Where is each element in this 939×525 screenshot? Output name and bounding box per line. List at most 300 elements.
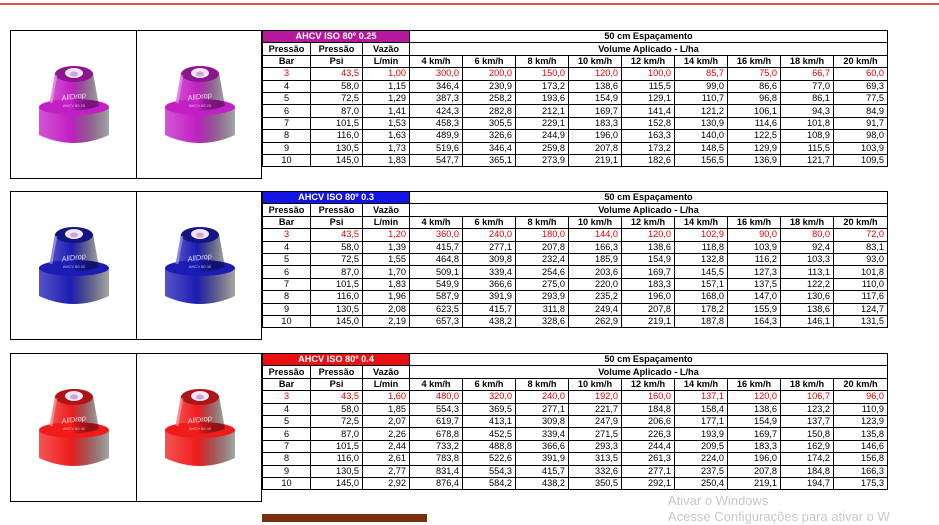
table-cell: 6 xyxy=(263,105,311,117)
spacing-header: 50 cm Espaçamento xyxy=(410,354,888,366)
speed-header: 4 km/h xyxy=(410,378,463,390)
table-cell: 271,5 xyxy=(569,428,622,440)
table-cell: 3 xyxy=(263,391,311,403)
table-cell: 415,7 xyxy=(410,241,463,253)
table-cell: 116,0 xyxy=(311,130,363,142)
table-cell: 273,9 xyxy=(516,154,569,166)
table-cell: 136,9 xyxy=(728,154,781,166)
table-cell: 130,5 xyxy=(311,142,363,154)
table-cell: 123,9 xyxy=(834,415,888,427)
nozzle-block xyxy=(10,191,926,341)
table-cell: 305,5 xyxy=(463,117,516,129)
table-cell: 391,9 xyxy=(463,291,516,303)
table-cell: 187,8 xyxy=(675,315,728,327)
table-cell: 87,0 xyxy=(311,428,363,440)
table-cell: 415,7 xyxy=(463,303,516,315)
bar-unit: Bar xyxy=(263,216,311,228)
table-cell: 876,4 xyxy=(410,477,463,489)
table-cell: 100,0 xyxy=(622,68,675,80)
table-cell: 1,60 xyxy=(363,391,410,403)
table-cell: 98,0 xyxy=(834,130,888,142)
nozzle-brand-engraving: AllDrop xyxy=(60,251,87,264)
table-cell: 75,0 xyxy=(728,68,781,80)
flow-rate-table xyxy=(262,353,888,490)
table-cell: 480,0 xyxy=(410,391,463,403)
speed-header: 20 km/h xyxy=(834,216,888,228)
table-cell: 4 xyxy=(263,403,311,415)
table-row xyxy=(263,391,888,403)
table-cell: 346,4 xyxy=(463,142,516,154)
table-cell: 9 xyxy=(263,465,311,477)
table-cell: 309,8 xyxy=(516,415,569,427)
table-cell: 7 xyxy=(263,117,311,129)
table-cell: 219,1 xyxy=(622,315,675,327)
table-cell: 177,1 xyxy=(675,415,728,427)
nozzle-block xyxy=(10,353,926,503)
table-row xyxy=(263,154,888,166)
table-cell: 87,0 xyxy=(311,266,363,278)
table-cell: 424,3 xyxy=(410,105,463,117)
table-cell: 138,6 xyxy=(728,403,781,415)
table-cell: 311,8 xyxy=(516,303,569,315)
table-cell: 9 xyxy=(263,303,311,315)
table-cell: 259,8 xyxy=(516,142,569,154)
table-cell: 8 xyxy=(263,291,311,303)
nozzle-brand-engraving: AllDrop xyxy=(186,413,213,426)
table-cell: 313,5 xyxy=(569,453,622,465)
table-cell: 178,2 xyxy=(675,303,728,315)
table-cell: 180,0 xyxy=(516,229,569,241)
table-cell: 519,6 xyxy=(410,142,463,154)
nozzle-image-box xyxy=(136,353,262,502)
table-cell: 83,1 xyxy=(834,241,888,253)
table-cell: 90,0 xyxy=(728,229,781,241)
table-cell: 193,9 xyxy=(675,428,728,440)
table-cell: 118,8 xyxy=(675,241,728,253)
table-row xyxy=(263,229,888,241)
table-cell: 160,0 xyxy=(622,391,675,403)
table-cell: 229,1 xyxy=(516,117,569,129)
speed-header: 8 km/h xyxy=(516,216,569,228)
table-cell: 657,3 xyxy=(410,315,463,327)
table-cell: 1,96 xyxy=(363,291,410,303)
table-cell: 114,6 xyxy=(728,117,781,129)
table-cell: 200,0 xyxy=(463,68,516,80)
table-cell: 300,0 xyxy=(410,68,463,80)
table-row xyxy=(263,440,888,452)
speed-header: 4 km/h xyxy=(410,216,463,228)
table-cell: 783,8 xyxy=(410,453,463,465)
table-cell: 226,3 xyxy=(622,428,675,440)
table-cell: 554,3 xyxy=(410,403,463,415)
table-cell: 247,9 xyxy=(569,415,622,427)
table-cell: 72,0 xyxy=(834,229,888,241)
table-cell: 183,3 xyxy=(728,440,781,452)
speed-header: 10 km/h xyxy=(569,216,622,228)
table-cell: 110,9 xyxy=(834,403,888,415)
table-cell: 175,3 xyxy=(834,477,888,489)
table-cell: 110,0 xyxy=(834,278,888,290)
table-cell: 1,83 xyxy=(363,278,410,290)
nozzle-b-icon xyxy=(159,382,241,472)
nozzle-model-engraving: AHCV 80 30 xyxy=(62,264,86,269)
table-cell: 1,00 xyxy=(363,68,410,80)
table-cell: 58,0 xyxy=(311,403,363,415)
nozzle-b-icon xyxy=(159,220,241,310)
table-cell: 166,3 xyxy=(569,241,622,253)
table-cell: 145,0 xyxy=(311,315,363,327)
table-cell: 122,5 xyxy=(728,130,781,142)
table-cell: 2,26 xyxy=(363,428,410,440)
table-cell: 60,0 xyxy=(834,68,888,80)
lmin-unit: L/min xyxy=(363,55,410,67)
table-cell: 169,7 xyxy=(569,105,622,117)
table-row xyxy=(263,465,888,477)
table-cell: 99,0 xyxy=(675,80,728,92)
table-cell: 182,6 xyxy=(622,154,675,166)
table-cell: 9 xyxy=(263,142,311,154)
table-row xyxy=(263,415,888,427)
spacing-header: 50 cm Espaçamento xyxy=(410,31,888,43)
nozzle-model-engraving: AHCV 80 40 xyxy=(188,426,212,431)
table-cell: 72,5 xyxy=(311,415,363,427)
table-cell: 86,1 xyxy=(781,92,834,104)
table-cell: 2,07 xyxy=(363,415,410,427)
table-cell: 69,3 xyxy=(834,80,888,92)
lmin-unit: L/min xyxy=(363,378,410,390)
table-cell: 166,3 xyxy=(834,465,888,477)
speed-header: 6 km/h xyxy=(463,216,516,228)
table-cell: 115,5 xyxy=(781,142,834,154)
table-cell: 152,8 xyxy=(622,117,675,129)
speed-header: 14 km/h xyxy=(675,378,728,390)
nozzle-model-engraving: AHCV 80 30 xyxy=(188,264,212,269)
table-cell: 219,1 xyxy=(569,154,622,166)
nozzle-a-icon xyxy=(33,59,115,149)
table-cell: 185,9 xyxy=(569,253,622,265)
table-cell: 365,1 xyxy=(463,154,516,166)
table-cell: 10 xyxy=(263,154,311,166)
table-cell: 121,2 xyxy=(675,105,728,117)
table-cell: 130,5 xyxy=(311,465,363,477)
table-cell: 369,5 xyxy=(463,403,516,415)
table-cell: 326,6 xyxy=(463,130,516,142)
table-cell: 262,9 xyxy=(569,315,622,327)
table-cell: 219,1 xyxy=(728,477,781,489)
table-cell: 146,1 xyxy=(781,315,834,327)
table-cell: 1,29 xyxy=(363,92,410,104)
speed-header: 20 km/h xyxy=(834,55,888,67)
table-cell: 10 xyxy=(263,315,311,327)
table-cell: 209,5 xyxy=(675,440,728,452)
table-cell: 120,0 xyxy=(622,229,675,241)
table-cell: 509,1 xyxy=(410,266,463,278)
table-cell: 127,3 xyxy=(728,266,781,278)
table-cell: 244,4 xyxy=(622,440,675,452)
table-cell: 124,7 xyxy=(834,303,888,315)
table-cell: 1,53 xyxy=(363,117,410,129)
nozzle-b-icon xyxy=(159,59,241,149)
table-cell: 173,2 xyxy=(516,80,569,92)
speed-header: 16 km/h xyxy=(728,55,781,67)
speed-header: 18 km/h xyxy=(781,378,834,390)
table-cell: 116,0 xyxy=(311,453,363,465)
table-cell: 66,7 xyxy=(781,68,834,80)
pressure-bar-header: Pressão xyxy=(263,204,311,216)
volume-header: Volume Aplicado - L/ha xyxy=(410,43,888,55)
table-cell: 8 xyxy=(263,453,311,465)
table-cell: 106,1 xyxy=(728,105,781,117)
nozzle-model-engraving: AHCV 80 25 xyxy=(62,103,86,108)
table-cell: 155,9 xyxy=(728,303,781,315)
speed-header: 16 km/h xyxy=(728,378,781,390)
table-cell: 277,1 xyxy=(463,241,516,253)
table-cell: 43,5 xyxy=(311,68,363,80)
table-cell: 207,8 xyxy=(728,465,781,477)
nozzle-model-engraving: AHCV 80 25 xyxy=(188,103,212,108)
speed-header: 12 km/h xyxy=(622,378,675,390)
table-cell: 4 xyxy=(263,80,311,92)
table-cell: 206,6 xyxy=(622,415,675,427)
table-cell: 116,2 xyxy=(728,253,781,265)
table-cell: 261,3 xyxy=(622,453,675,465)
table-cell: 135,8 xyxy=(834,428,888,440)
table-row xyxy=(263,315,888,327)
table-cell: 87,0 xyxy=(311,105,363,117)
table-cell: 587,9 xyxy=(410,291,463,303)
table-cell: 196,0 xyxy=(569,130,622,142)
table-cell: 391,9 xyxy=(516,453,569,465)
table-cell: 2,92 xyxy=(363,477,410,489)
nozzle-brand-engraving: AllDrop xyxy=(186,251,213,264)
table-cell: 130,6 xyxy=(781,291,834,303)
speed-header: 10 km/h xyxy=(569,55,622,67)
table-cell: 230,9 xyxy=(463,80,516,92)
bar-unit: Bar xyxy=(263,378,311,390)
table-cell: 346,4 xyxy=(410,80,463,92)
table-cell: 6 xyxy=(263,428,311,440)
table-cell: 458,3 xyxy=(410,117,463,129)
table-cell: 138,6 xyxy=(622,241,675,253)
table-cell: 488,8 xyxy=(463,440,516,452)
table-cell: 183,3 xyxy=(569,117,622,129)
speed-header: 10 km/h xyxy=(569,378,622,390)
table-row xyxy=(263,241,888,253)
table-cell: 254,6 xyxy=(516,266,569,278)
table-cell: 5 xyxy=(263,415,311,427)
table-cell: 130,9 xyxy=(675,117,728,129)
nozzle-image-box xyxy=(10,30,137,179)
table-row xyxy=(263,291,888,303)
table-cell: 94,3 xyxy=(781,105,834,117)
table-cell: 328,6 xyxy=(516,315,569,327)
table-row xyxy=(263,92,888,104)
table-cell: 549,9 xyxy=(410,278,463,290)
table-cell: 244,9 xyxy=(516,130,569,142)
watermark-line-2: Acesse Configurações para ativar o W xyxy=(668,509,890,524)
table-cell: 91,7 xyxy=(834,117,888,129)
table-row xyxy=(263,68,888,80)
table-cell: 121,7 xyxy=(781,154,834,166)
table-cell: 158,4 xyxy=(675,403,728,415)
table-cell: 339,4 xyxy=(516,428,569,440)
table-cell: 413,1 xyxy=(463,415,516,427)
table-cell: 1,85 xyxy=(363,403,410,415)
nozzle-title: AHCV ISO 80º 0.4 xyxy=(263,354,410,366)
table-cell: 43,5 xyxy=(311,229,363,241)
table-cell: 3 xyxy=(263,229,311,241)
table-cell: 623,5 xyxy=(410,303,463,315)
spacing-header: 50 cm Espaçamento xyxy=(410,192,888,204)
table-cell: 192,0 xyxy=(569,391,622,403)
table-cell: 85,7 xyxy=(675,68,728,80)
table-cell: 207,8 xyxy=(622,303,675,315)
table-cell: 72,5 xyxy=(311,253,363,265)
table-cell: 154,9 xyxy=(728,415,781,427)
speed-header: 16 km/h xyxy=(728,216,781,228)
speed-header: 14 km/h xyxy=(675,216,728,228)
table-cell: 2,08 xyxy=(363,303,410,315)
table-cell: 137,1 xyxy=(675,391,728,403)
table-cell: 162,9 xyxy=(781,440,834,452)
table-cell: 110,7 xyxy=(675,92,728,104)
table-cell: 80,0 xyxy=(781,229,834,241)
table-cell: 84,9 xyxy=(834,105,888,117)
table-cell: 174,2 xyxy=(781,453,834,465)
table-cell: 224,0 xyxy=(675,453,728,465)
top-divider-line xyxy=(0,3,939,5)
table-cell: 138,6 xyxy=(569,80,622,92)
table-cell: 522,6 xyxy=(463,453,516,465)
table-cell: 320,0 xyxy=(463,391,516,403)
table-cell: 1,41 xyxy=(363,105,410,117)
table-cell: 147,0 xyxy=(728,291,781,303)
table-cell: 86,6 xyxy=(728,80,781,92)
table-cell: 366,6 xyxy=(463,278,516,290)
table-cell: 221,7 xyxy=(569,403,622,415)
flow-header: Vazão xyxy=(363,204,410,216)
table-cell: 130,5 xyxy=(311,303,363,315)
watermark-line-1: Ativar o Windows xyxy=(668,493,769,508)
table-cell: 150,0 xyxy=(516,68,569,80)
table-cell: 554,3 xyxy=(463,465,516,477)
table-cell: 387,3 xyxy=(410,92,463,104)
table-cell: 145,0 xyxy=(311,154,363,166)
table-cell: 237,5 xyxy=(675,465,728,477)
bar-unit: Bar xyxy=(263,55,311,67)
table-row xyxy=(263,453,888,465)
pressure-bar-header: Pressão xyxy=(263,43,311,55)
table-cell: 1,20 xyxy=(363,229,410,241)
table-cell: 156,8 xyxy=(834,453,888,465)
table-cell: 150,8 xyxy=(781,428,834,440)
table-cell: 220,0 xyxy=(569,278,622,290)
table-cell: 277,1 xyxy=(622,465,675,477)
table-cell: 137,5 xyxy=(728,278,781,290)
table-cell: 293,9 xyxy=(516,291,569,303)
table-cell: 831,4 xyxy=(410,465,463,477)
table-row xyxy=(263,117,888,129)
table-cell: 5 xyxy=(263,92,311,104)
nozzle-title: AHCV ISO 80º 0.25 xyxy=(263,31,410,43)
table-cell: 109,5 xyxy=(834,154,888,166)
table-cell: 93,0 xyxy=(834,253,888,265)
psi-unit: Psi xyxy=(311,216,363,228)
table-cell: 196,0 xyxy=(728,453,781,465)
speed-header: 6 km/h xyxy=(463,378,516,390)
table-cell: 101,5 xyxy=(311,440,363,452)
table-cell: 141,4 xyxy=(622,105,675,117)
table-cell: 146,6 xyxy=(834,440,888,452)
table-cell: 258,2 xyxy=(463,92,516,104)
table-cell: 2,19 xyxy=(363,315,410,327)
table-cell: 132,8 xyxy=(675,253,728,265)
table-cell: 117,6 xyxy=(834,291,888,303)
table-cell: 415,7 xyxy=(516,465,569,477)
speed-header: 8 km/h xyxy=(516,378,569,390)
speed-header: 18 km/h xyxy=(781,55,834,67)
pressure-bar-header: Pressão xyxy=(263,366,311,378)
pressure-psi-header: Pressão xyxy=(311,366,363,378)
table-cell: 183,3 xyxy=(622,278,675,290)
table-row xyxy=(263,253,888,265)
table-cell: 194,7 xyxy=(781,477,834,489)
table-cell: 145,0 xyxy=(311,477,363,489)
table-cell: 7 xyxy=(263,278,311,290)
table-cell: 207,8 xyxy=(516,241,569,253)
table-cell: 212,1 xyxy=(516,105,569,117)
nozzle-title: AHCV ISO 80º 0.3 xyxy=(263,192,410,204)
table-cell: 129,1 xyxy=(622,92,675,104)
table-row xyxy=(263,403,888,415)
table-cell: 116,0 xyxy=(311,291,363,303)
table-cell: 103,9 xyxy=(834,142,888,154)
table-cell: 148,5 xyxy=(675,142,728,154)
table-cell: 1,73 xyxy=(363,142,410,154)
flow-header: Vazão xyxy=(363,366,410,378)
speed-header: 4 km/h xyxy=(410,55,463,67)
table-cell: 350,5 xyxy=(569,477,622,489)
table-cell: 452,5 xyxy=(463,428,516,440)
nozzle-brand-engraving: AllDrop xyxy=(60,413,87,426)
table-cell: 1,63 xyxy=(363,130,410,142)
table-cell: 169,7 xyxy=(622,266,675,278)
table-cell: 101,5 xyxy=(311,117,363,129)
table-cell: 678,8 xyxy=(410,428,463,440)
windows-activation-watermark xyxy=(668,493,890,525)
table-cell: 203,6 xyxy=(569,266,622,278)
table-cell: 249,4 xyxy=(569,303,622,315)
table-cell: 275,0 xyxy=(516,278,569,290)
table-cell: 584,2 xyxy=(463,477,516,489)
table-cell: 113,1 xyxy=(781,266,834,278)
nozzle-brand-engraving: AllDrop xyxy=(60,90,87,103)
table-cell: 10 xyxy=(263,477,311,489)
table-row xyxy=(263,130,888,142)
table-cell: 123,2 xyxy=(781,403,834,415)
table-cell: 184,8 xyxy=(622,403,675,415)
flow-rate-table xyxy=(262,191,888,328)
table-row xyxy=(263,477,888,489)
table-cell: 1,70 xyxy=(363,266,410,278)
table-cell: 106,7 xyxy=(781,391,834,403)
table-cell: 1,39 xyxy=(363,241,410,253)
table-cell: 438,2 xyxy=(463,315,516,327)
table-cell: 58,0 xyxy=(311,80,363,92)
table-cell: 145,5 xyxy=(675,266,728,278)
table-cell: 293,3 xyxy=(569,440,622,452)
table-cell: 164,3 xyxy=(728,315,781,327)
